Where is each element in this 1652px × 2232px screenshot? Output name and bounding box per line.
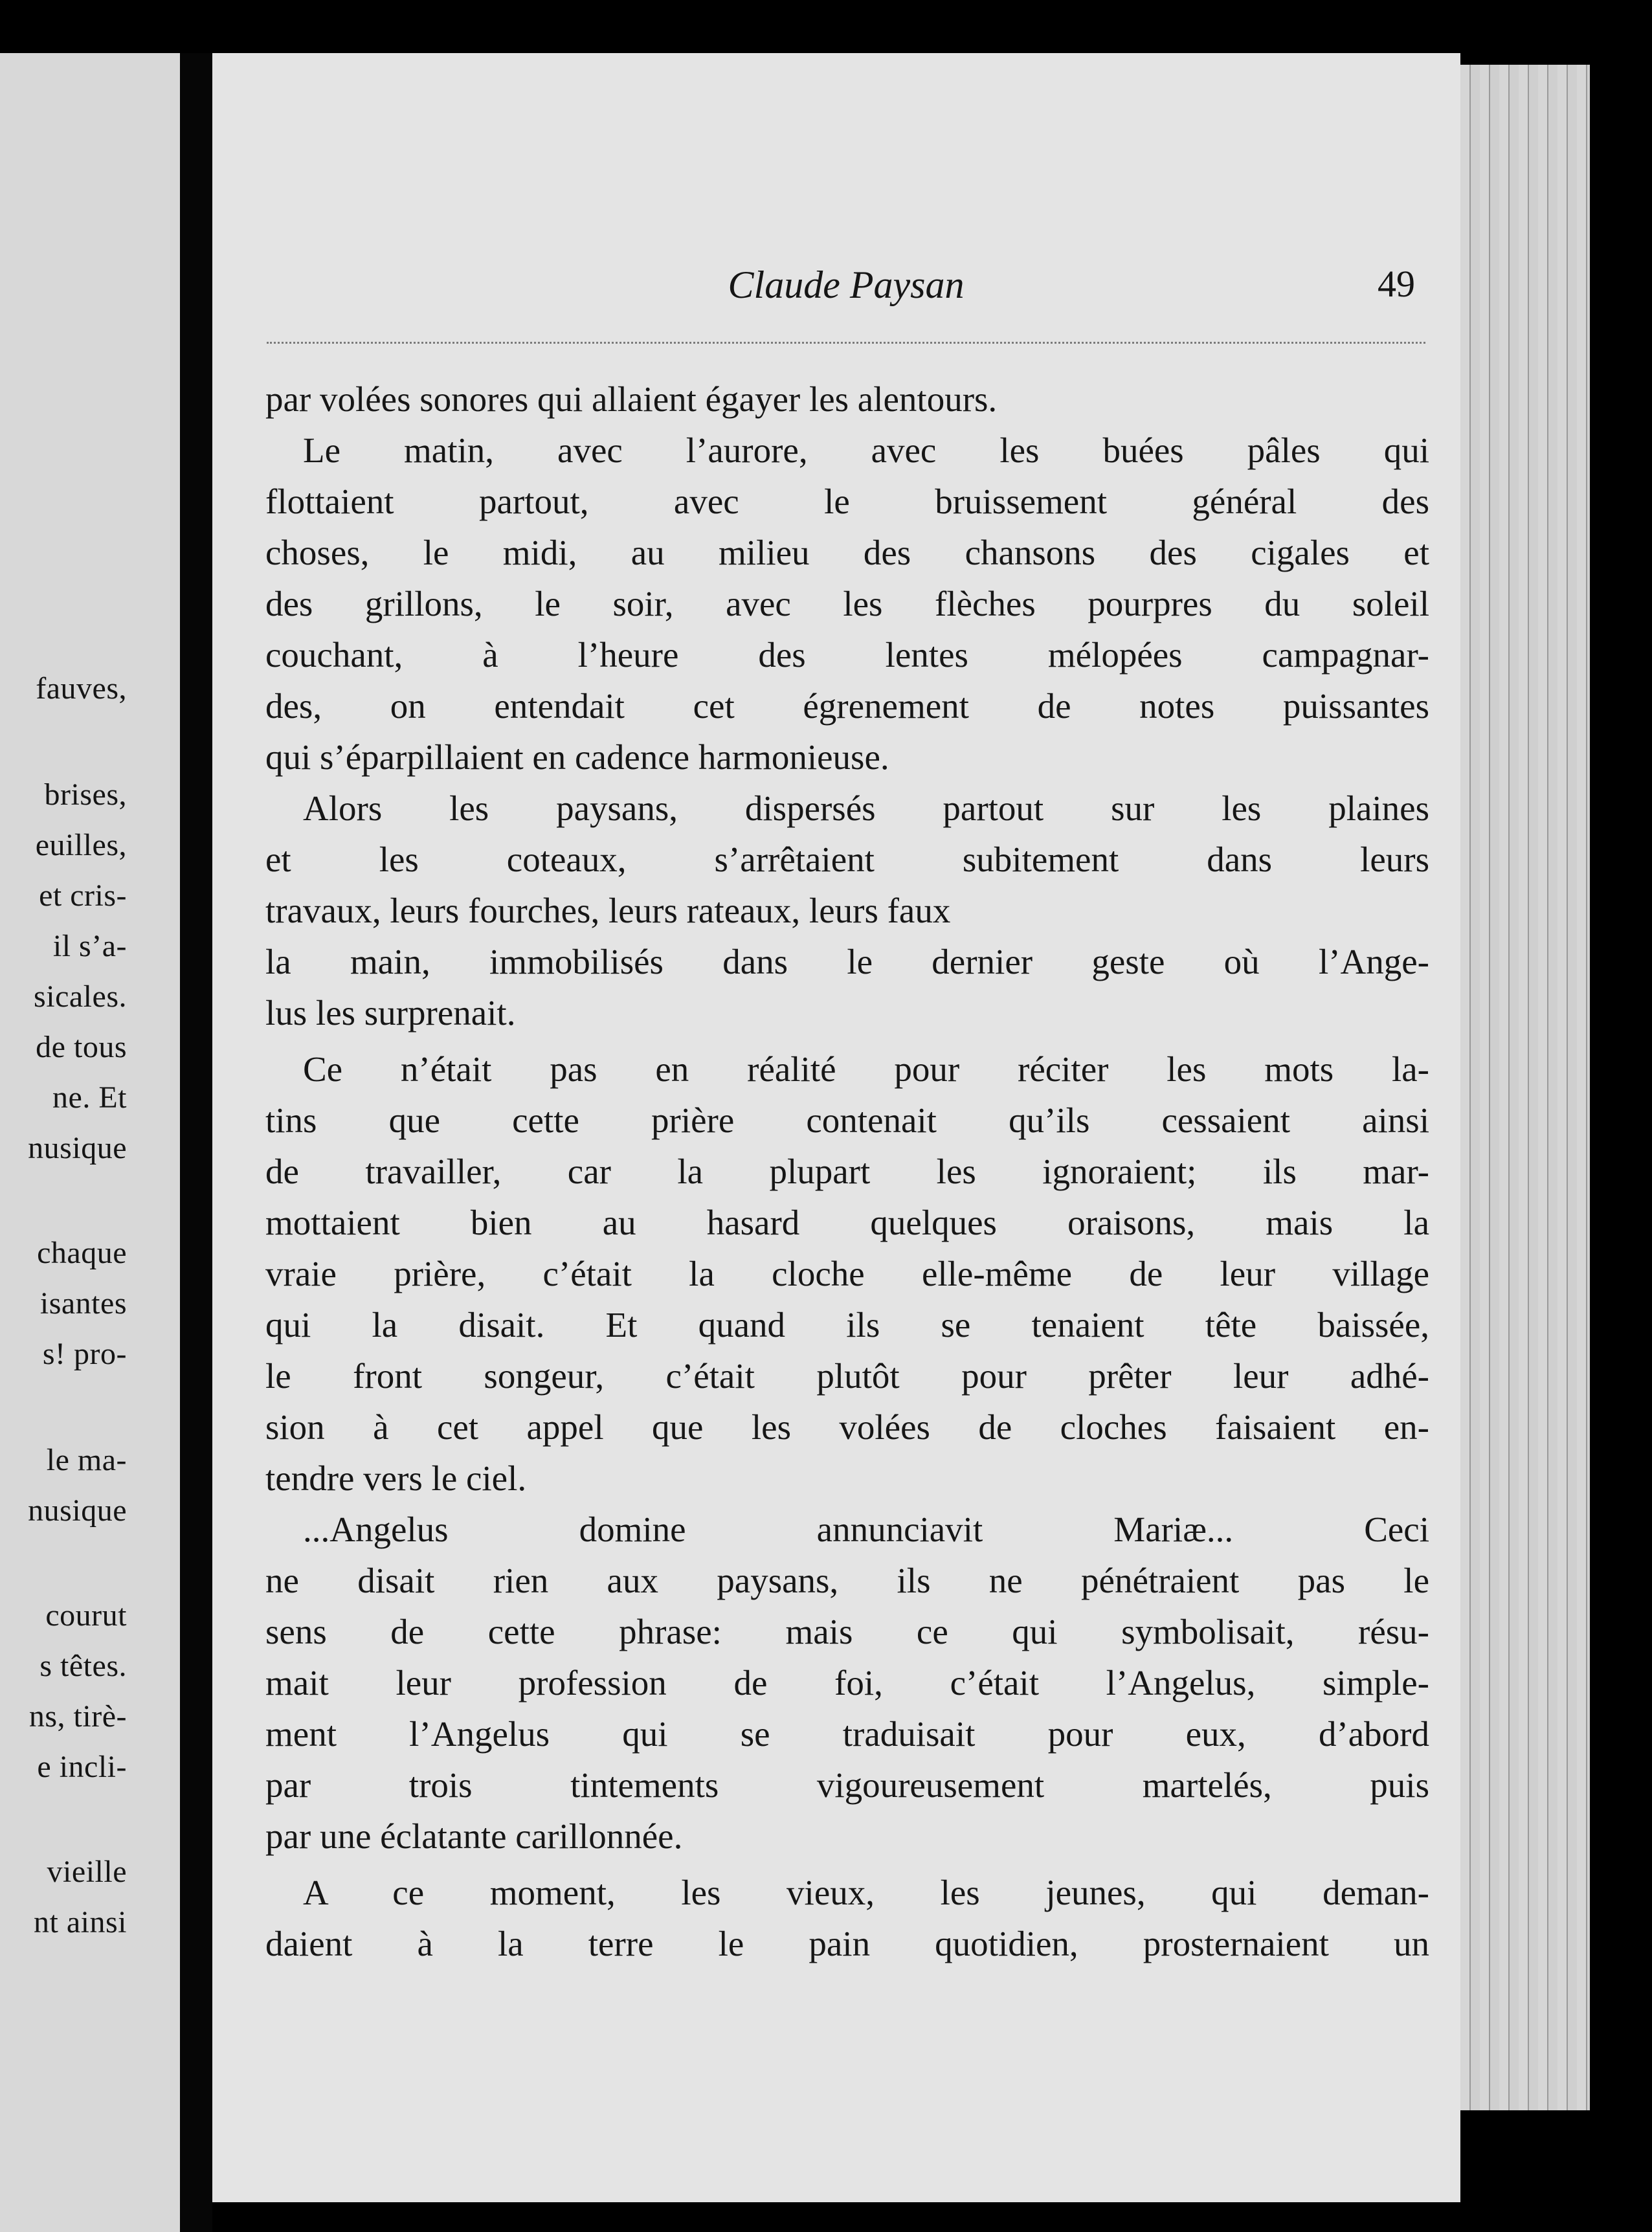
left-page-line: s! pro- [42,1337,127,1371]
text-line: ment l’Angelus qui se traduisait pour eux, d’abord [265,1714,1429,1754]
left-page-line: courut [45,1598,127,1633]
text-line: ...Angelus domine annunciavit Mariæ... Ceci [303,1510,1429,1549]
left-page-line: ns, tirè- [28,1699,127,1734]
text-line: choses, le midi, au milieu des chansons des cigales et [265,533,1429,572]
left-page-line: euilles, [35,828,127,862]
body-text [265,374,1429,1969]
text-line: A ce moment, les vieux, les jeunes, qui deman- [303,1873,1429,1912]
left-page-line: fauves, [36,671,127,706]
left-page-line: s têtes. [39,1649,127,1683]
text-line: Le matin, avec l’aurore, avec les buées pâles qui [303,430,1429,470]
text-line: ne disait rien aux paysans, ils ne pénétraient pas le [265,1561,1429,1600]
left-page-line: nusique [28,1493,127,1528]
page-number: 49 [1378,263,1415,305]
left-page-line: de tous [36,1030,127,1064]
text-line: par trois tintements vigoureusement martelés, puis [265,1765,1429,1805]
text-line: tins que cette prière contenait qu’ils cessaient ainsi [265,1100,1429,1140]
text-line: par volées sonores qui allaient égayer les alentours. [265,379,998,419]
text-line: sens de cette phrase: mais ce qui symbolisait, résu- [265,1612,1429,1651]
text-line: couchant, à l’heure des lentes mélopées campagnar- [265,635,1429,675]
text-line: tendre vers le ciel. [265,1458,527,1498]
text-line: des, on entendait cet égrenement de notes puissantes [265,686,1429,726]
left-page-line: chaque [37,1236,127,1270]
left-page-line: isantes [39,1286,127,1321]
text-line: qui s’éparpillaient en cadence harmonieuse. [265,737,889,777]
text-line: Alors les paysans, dispersés partout sur les plaines [303,788,1429,828]
text-line: flottaient partout, avec le bruissement général des [265,482,1429,521]
left-page-line: brises, [44,777,127,812]
right-page [212,53,1460,2202]
text-line: par une éclatante carillonnée. [265,1816,683,1856]
left-page-line: nusique [28,1131,127,1165]
page-edges [1460,65,1590,2110]
left-page-line: e incli- [37,1750,127,1784]
text-line: le front songeur, c’était plutôt pour prêter leur adhé- [265,1356,1429,1396]
text-line: et les coteaux, s’arrêtaient subitement dans leurs [265,840,1429,879]
text-line: de travailler, car la plupart les ignoraient; ils mar- [265,1152,1429,1191]
left-page-line: nt ainsi [34,1905,127,1939]
text-line: sion à cet appel que les volées de cloches faisaient en- [265,1407,1429,1447]
book-gutter [180,53,212,2232]
text-line: mottaient bien au hasard quelques oraisons, mais la [265,1203,1429,1242]
left-page-line: vieille [47,1855,127,1889]
left-page-line: sicales. [34,979,127,1014]
dotted-rule [267,342,1425,344]
text-line: lus les surprenait. [265,993,516,1032]
text-line: mait leur profession de foi, c’était l’Angelus, simple- [265,1663,1429,1702]
text-line: la main, immobilisés dans le dernier geste où l’Ange- [265,942,1429,981]
text-line: travaux, leurs fourches, leurs rateaux, leurs faux [265,891,951,930]
text-line: qui la disait. Et quand ils se tenaient tête baissée, [265,1305,1429,1345]
text-line: des grillons, le soir, avec les flèches pourpres du soleil [265,584,1429,623]
left-page-fragment [0,53,180,2232]
left-page-line: et cris- [39,878,127,913]
running-head-title: Claude Paysan [728,263,965,306]
left-page-line: le ma- [46,1443,127,1477]
text-line: vraie prière, c’était la cloche elle-même de leur village [265,1254,1429,1293]
left-page-line: il s’a- [52,929,127,963]
running-head [267,228,1425,306]
left-page-line: ne. Et [52,1080,127,1115]
text-line: Ce n’était pas en réalité pour réciter les mots la- [303,1049,1429,1089]
text-line: daient à la terre le pain quotidien, prosternaient un [265,1924,1429,1963]
